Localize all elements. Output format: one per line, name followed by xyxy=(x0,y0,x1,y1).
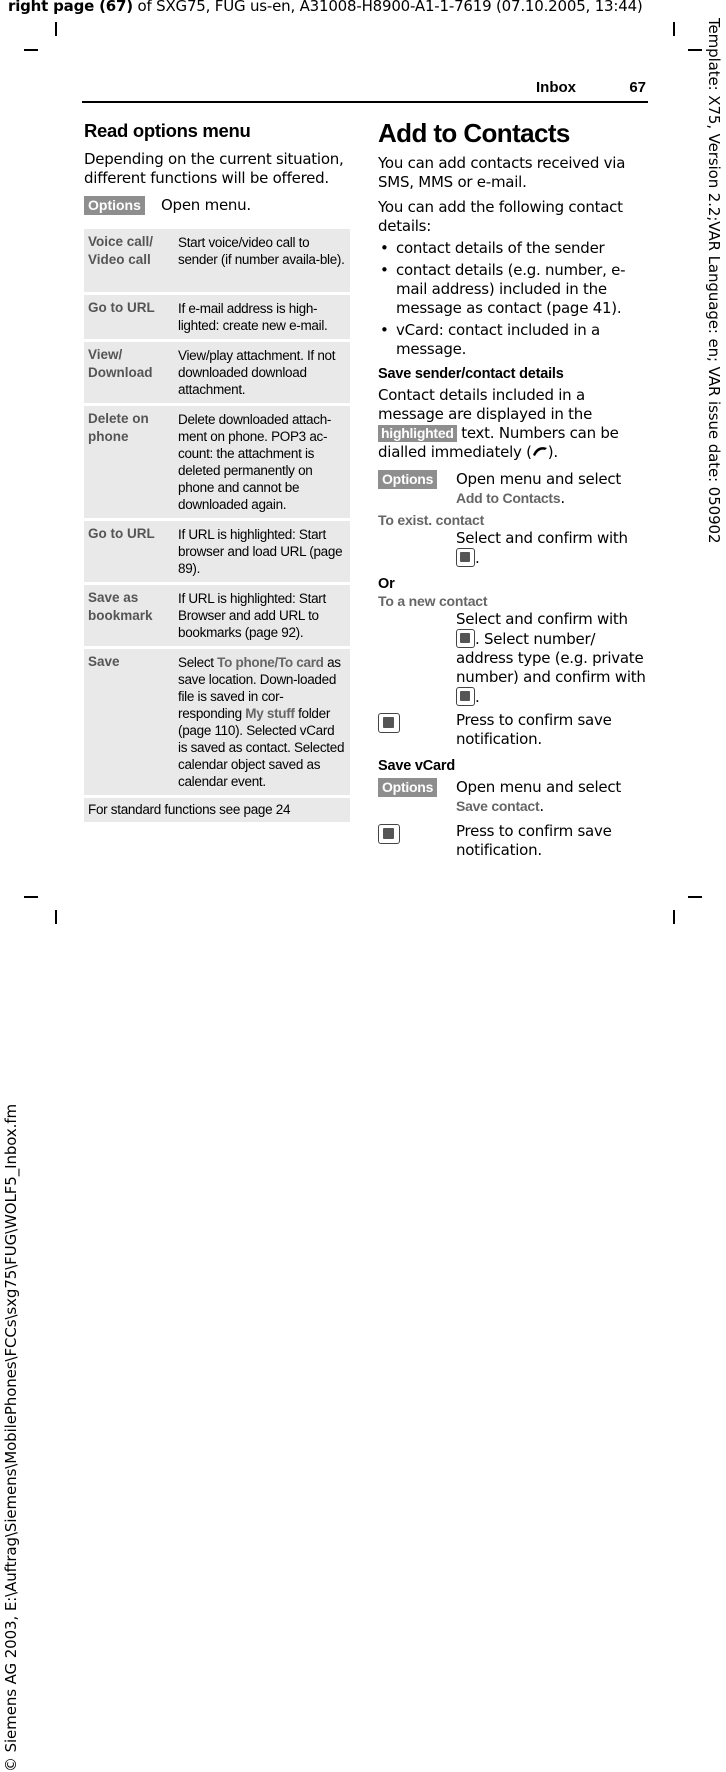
right-column xyxy=(378,118,646,860)
paragraph: You can add the following contact details: xyxy=(378,198,623,235)
row-desc: View/play attachment. If not downloaded download attachment. xyxy=(178,348,336,397)
table-row xyxy=(84,342,350,403)
text: . xyxy=(475,688,480,706)
my-stuff-option: My stuff xyxy=(245,706,295,721)
paragraph xyxy=(378,386,646,462)
list-item: • contact details (e.g. number, e-mail address) included in the message as contact (page 41). xyxy=(378,261,646,318)
text: Contact details included in a message are displayed in the xyxy=(378,386,593,423)
row-desc xyxy=(178,649,350,795)
highlighted-label: highlighted xyxy=(378,425,457,442)
crop-mark xyxy=(55,910,57,924)
save-contact-option: Save contact xyxy=(456,798,540,814)
center-key-icon xyxy=(456,548,475,567)
confirm-row xyxy=(378,711,646,749)
options-softkey[interactable]: Options xyxy=(84,196,145,215)
to-phone-option: To phone xyxy=(217,655,275,670)
print-page-label: right page (67) xyxy=(8,0,133,15)
table-row xyxy=(84,229,350,292)
list-item: • vCard: contact included in a message. xyxy=(378,321,646,359)
crop-mark xyxy=(688,896,702,898)
table-row xyxy=(84,649,350,795)
options-row xyxy=(84,196,350,216)
running-head xyxy=(82,78,648,104)
table-row xyxy=(84,295,350,339)
text: Select and confirm with xyxy=(456,529,628,547)
to-exist-contact-label: To exist. contact xyxy=(378,512,485,528)
left-column xyxy=(84,120,350,822)
section-title: Inbox xyxy=(536,79,576,96)
confirm-text: Press to confirm save notification. xyxy=(456,711,612,748)
text: . xyxy=(539,797,544,815)
page-number: 67 xyxy=(629,79,646,96)
instruction-text: Open menu and select xyxy=(456,778,622,796)
subheading: Save vCard xyxy=(378,758,455,774)
bullet-list xyxy=(378,239,646,359)
copyright-path xyxy=(2,60,22,1772)
row-label: Go to URL xyxy=(88,300,155,315)
crop-mark xyxy=(688,49,702,51)
instruction xyxy=(456,529,646,568)
row-label: Save as bookmark xyxy=(88,590,153,623)
save-text: Select xyxy=(178,655,218,670)
row-desc: Delete downloaded attach-ment on phone. POP3 ac-count: the attachment is deleted permanently on phone and cannot be downloaded again. xyxy=(178,412,332,512)
print-header xyxy=(8,0,643,15)
text: . Select number/ address type (e.g. private number) and confirm with xyxy=(456,630,646,686)
save-text: as save location. Down-loaded file is saved in cor-responding xyxy=(178,655,341,721)
table-row xyxy=(84,406,350,518)
center-key-icon xyxy=(378,824,400,844)
row-desc: If URL is highlighted: Start Browser and add URL to bookmarks (page 92). xyxy=(178,591,326,640)
separator: / xyxy=(274,655,278,670)
copyright-path-text: © Siemens AG 2003, E:\Auftrag\Siemens\MobilePhones\FCCs\sxg75\FUG\WOLF5_Inbox.fm xyxy=(2,1103,20,1772)
table-row xyxy=(84,521,350,582)
options-desc: Open menu. xyxy=(161,196,251,214)
add-to-contacts-heading: Add to Contacts xyxy=(378,118,570,148)
center-key-icon xyxy=(378,713,400,733)
save-text: folder (page 110). Selected vCard is saved as contact. Selected calendar object saved as calendar event. xyxy=(178,706,345,789)
options-softkey[interactable]: Options xyxy=(378,470,437,489)
subheading: Save sender/contact details xyxy=(378,366,564,382)
row-desc: If e-mail address is high-lighted: create new e-mail. xyxy=(178,301,328,333)
options-row xyxy=(378,778,646,816)
read-options-heading: Read options menu xyxy=(84,120,251,141)
crop-mark xyxy=(24,49,38,51)
table-row xyxy=(84,585,350,646)
call-key-icon xyxy=(532,445,548,459)
row-label: Save xyxy=(88,654,120,669)
instruction xyxy=(456,610,646,707)
header-rule xyxy=(82,101,648,103)
row-desc: If URL is highlighted: Start browser and load URL (page 89). xyxy=(178,527,343,576)
text: ). xyxy=(547,443,558,461)
template-info-text: Template: X75, Version 2.2;VAR Language: en; VAR issue date: 050902 xyxy=(705,18,723,544)
options-row xyxy=(378,470,646,508)
confirm-row xyxy=(378,822,646,860)
row-desc: Start voice/video call to sender (if number availa-ble). xyxy=(178,235,345,267)
row-label: Go to URL xyxy=(88,526,155,541)
crop-mark xyxy=(673,910,675,924)
crop-mark xyxy=(673,22,675,36)
text: . xyxy=(475,549,480,567)
row-label: Voice call/ Video call xyxy=(88,234,154,267)
confirm-text: Press to confirm save notification. xyxy=(456,822,612,859)
or-label: Or xyxy=(378,576,395,592)
center-key-icon xyxy=(456,629,475,648)
table-footer: For standard functions see page 24 xyxy=(84,798,350,822)
text: . xyxy=(560,489,565,507)
crop-mark xyxy=(24,896,38,898)
options-softkey[interactable]: Options xyxy=(378,778,437,797)
template-info xyxy=(703,18,723,898)
to-new-contact-label: To a new contact xyxy=(378,593,488,609)
options-table xyxy=(84,229,350,822)
text: Select and confirm with xyxy=(456,610,628,628)
row-label: Delete on phone xyxy=(88,411,149,444)
crop-mark xyxy=(55,22,57,36)
instruction-text: Open menu and select xyxy=(456,470,622,488)
list-item: • contact details of the sender xyxy=(378,239,646,258)
print-info: of SXG75, FUG us-en, A31008-H8900-A1-1-7619 (07.10.2005, 13:44) xyxy=(132,0,643,15)
add-to-contacts-option: Add to Contacts xyxy=(456,490,561,506)
paragraph: You can add contacts received via SMS, MMS or e-mail. xyxy=(378,154,626,191)
to-card-option: To card xyxy=(277,655,324,670)
row-label: View/ Download xyxy=(88,347,153,380)
intro-text: Depending on the current situation, different functions will be offered. xyxy=(84,150,344,187)
center-key-icon xyxy=(456,687,475,706)
text: text. Numbers can be dialled immediately ( xyxy=(378,424,619,461)
